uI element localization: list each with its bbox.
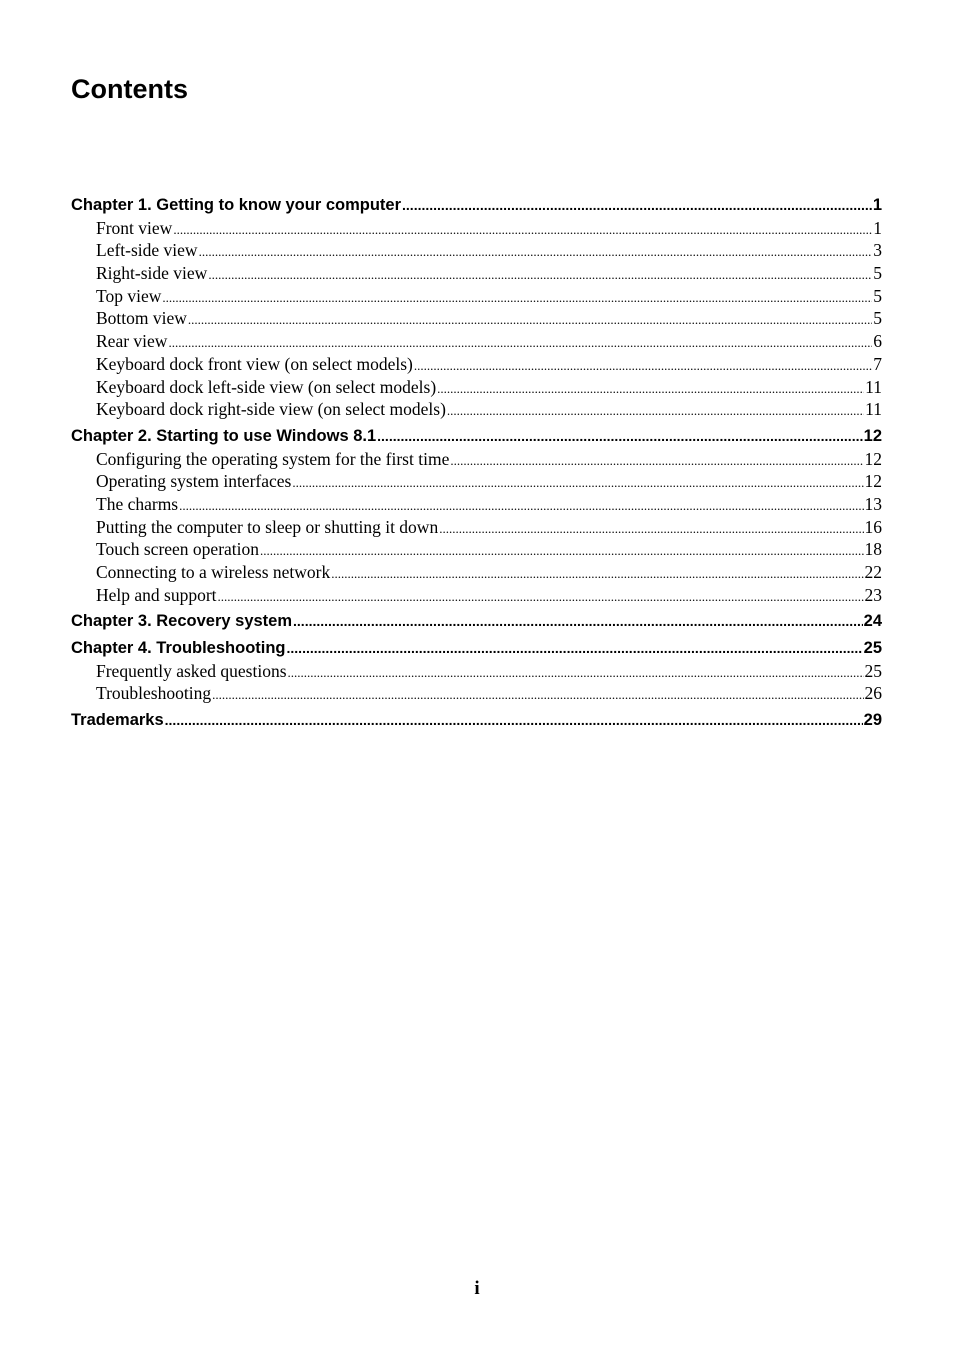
- toc-dot-leader: [199, 239, 873, 262]
- toc-chapter-entry[interactable]: [71, 610, 882, 633]
- toc-section-entry[interactable]: [71, 682, 882, 705]
- toc-dot-leader: [414, 353, 872, 376]
- toc-section-entry[interactable]: [71, 285, 882, 308]
- toc-chapter-entry[interactable]: [71, 637, 882, 660]
- toc-entry-label: Troubleshooting: [96, 683, 212, 704]
- toc-dot-leader: [447, 398, 864, 421]
- toc-dot-leader: [208, 262, 872, 285]
- toc-dot-leader: [288, 660, 864, 683]
- toc-entry-page: 26: [864, 683, 882, 704]
- toc-entry-page: 25: [863, 639, 882, 658]
- toc-dot-leader: [168, 330, 872, 353]
- toc-dot-leader: [377, 425, 862, 448]
- toc-entry-label: Front view: [96, 217, 173, 238]
- toc-entry-label: Putting the computer to sleep or shutting it down: [96, 516, 439, 537]
- toc-section-entry[interactable]: [71, 398, 882, 421]
- toc-entry-label: Chapter 4. Troubleshooting: [71, 639, 286, 658]
- toc-dot-leader: [212, 682, 863, 705]
- toc-entry-page: 1: [873, 217, 882, 238]
- toc-dot-leader: [450, 448, 863, 471]
- toc-entry-label: Configuring the operating system for the first time: [96, 448, 450, 469]
- toc-dot-leader: [260, 538, 863, 561]
- toc-entry-page: 5: [873, 285, 882, 306]
- toc-entry-page: 29: [863, 711, 882, 730]
- toc-section-entry[interactable]: [71, 217, 882, 240]
- toc-dot-leader: [292, 470, 863, 493]
- toc-chapter-entry[interactable]: [71, 709, 882, 732]
- toc-entry-label: Frequently asked questions: [96, 660, 287, 681]
- toc-entry-page: 13: [864, 493, 882, 514]
- toc-section-entry[interactable]: [71, 584, 882, 607]
- toc-section-entry[interactable]: [71, 376, 882, 399]
- toc-entry-page: 1: [872, 196, 882, 214]
- toc-dot-leader: [162, 285, 872, 308]
- toc-entry-label: Chapter 1. Getting to know your computer: [71, 196, 402, 214]
- toc-section-entry[interactable]: [71, 493, 882, 516]
- toc-entry-label: Operating system interfaces: [96, 471, 292, 492]
- toc-entry-label: Keyboard dock front view (on select models): [96, 353, 413, 374]
- toc-entry-label: Touch screen operation: [96, 539, 260, 560]
- toc-entry-page: 25: [864, 660, 882, 681]
- toc-section-entry[interactable]: [71, 330, 882, 353]
- toc-entry-label: Rear view: [96, 331, 168, 352]
- toc-dot-leader: [179, 493, 863, 516]
- toc-entry-label: Help and support: [96, 584, 217, 605]
- toc-dot-leader: [173, 217, 872, 240]
- toc-dot-leader: [218, 584, 864, 607]
- toc-entry-page: 24: [863, 612, 882, 631]
- toc-section-entry[interactable]: [71, 307, 882, 330]
- toc-section-entry[interactable]: [71, 353, 882, 376]
- toc-entry-label: Left-side view: [96, 240, 198, 261]
- toc-entry-label: Trademarks: [71, 711, 164, 730]
- toc-dot-leader: [188, 307, 872, 330]
- toc-chapter-entry[interactable]: [71, 425, 882, 448]
- toc-entry-page: 5: [873, 308, 882, 329]
- toc-dot-leader: [331, 561, 863, 584]
- toc-entry-page: 11: [865, 399, 882, 420]
- toc-entry-page: 5: [873, 263, 882, 284]
- toc-entry-label: Connecting to a wireless network: [96, 562, 331, 582]
- toc-dot-leader: [293, 610, 863, 633]
- toc-section-entry[interactable]: [71, 470, 882, 493]
- toc-section-entry[interactable]: [71, 660, 882, 683]
- toc-entry-page: 3: [873, 240, 882, 261]
- toc-entry-label: Top view: [96, 285, 162, 306]
- toc-entry-label: Bottom view: [96, 308, 187, 329]
- toc-section-entry[interactable]: [71, 561, 882, 584]
- toc-dot-leader: [437, 376, 864, 399]
- toc-section-entry[interactable]: [71, 448, 882, 471]
- toc-chapter-entry[interactable]: [71, 194, 882, 217]
- toc-dot-leader: [439, 516, 863, 539]
- toc-entry-page: 16: [864, 516, 882, 537]
- toc-section-entry[interactable]: [71, 239, 882, 262]
- toc-dot-leader: [402, 194, 872, 217]
- toc-entry-page: 11: [865, 376, 882, 397]
- toc-entry-page: 22: [864, 562, 882, 582]
- page-number: i: [474, 1278, 480, 1299]
- toc-dot-leader: [165, 709, 863, 732]
- toc-entry-label: Chapter 2. Starting to use Windows 8.1: [71, 426, 377, 445]
- table-of-contents: [71, 194, 882, 732]
- page-title: Contents: [71, 74, 188, 104]
- toc-entry-label: Keyboard dock left-side view (on select models): [96, 376, 437, 397]
- toc-entry-page: 12: [863, 426, 882, 445]
- toc-entry-label: Right-side view: [96, 263, 208, 284]
- toc-entry-page: 7: [873, 353, 882, 374]
- toc-dot-leader: [287, 637, 863, 660]
- toc-section-entry[interactable]: [71, 262, 882, 285]
- toc-entry-page: 6: [873, 331, 882, 352]
- toc-section-entry[interactable]: [71, 538, 882, 561]
- toc-entry-page: 23: [864, 584, 882, 605]
- toc-entry-page: 18: [864, 539, 882, 560]
- toc-entry-page: 12: [864, 448, 882, 469]
- toc-entry-label: Keyboard dock right-side view (on select models): [96, 399, 446, 420]
- toc-section-entry[interactable]: [71, 516, 882, 539]
- toc-entry-page: 12: [864, 471, 882, 492]
- toc-entry-label: Chapter 3. Recovery system: [71, 612, 293, 631]
- toc-entry-label: The charms: [96, 493, 179, 514]
